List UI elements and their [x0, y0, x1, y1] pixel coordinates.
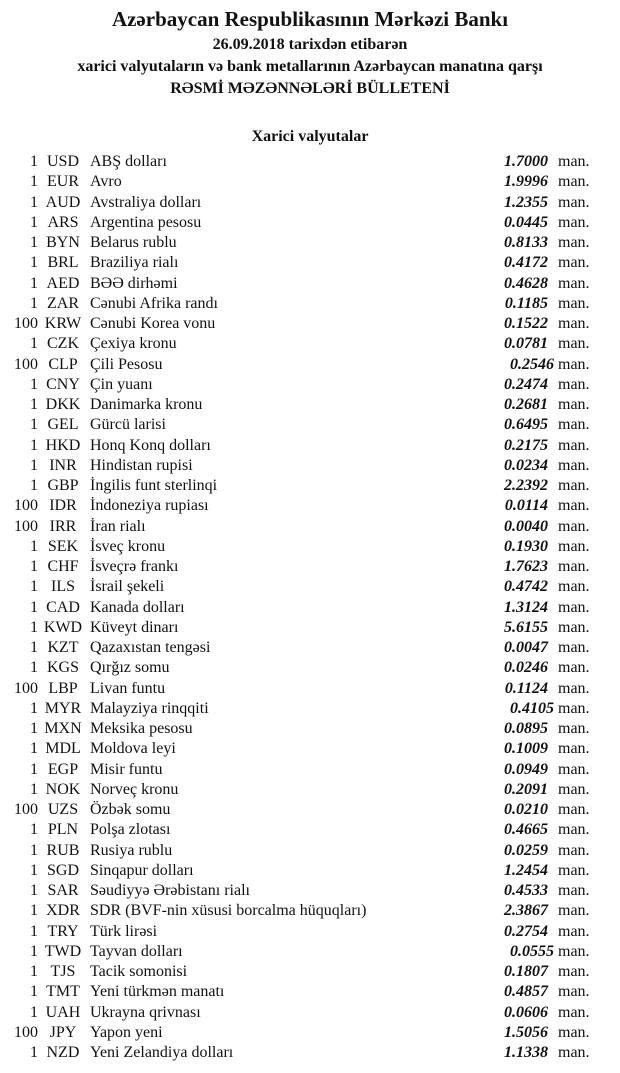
- currency-code: USD: [46, 153, 79, 170]
- quantity: 100: [14, 801, 38, 818]
- currency-name: SDR (BVF-nin xüsusi borcalma hüquqları): [90, 902, 367, 920]
- currency-name: İsrail şekeli: [90, 578, 165, 596]
- unit-label: man.: [558, 963, 590, 980]
- rate-value: 0.0040: [504, 517, 548, 535]
- currency-name: Qazaxıstan tengəsi: [90, 639, 211, 656]
- rate-value: 0.4628: [504, 274, 548, 292]
- currency-code: ZAR: [47, 294, 79, 312]
- bulletin-header: [0, 0, 620, 100]
- quantity: 1: [30, 902, 38, 920]
- currency-code: BRL: [47, 254, 79, 272]
- quantity: 100: [14, 517, 38, 535]
- rate-row: [8, 395, 598, 415]
- rate-row: [8, 193, 598, 213]
- unit-label: man.: [558, 841, 590, 859]
- currency-name: Polşa zlotası: [90, 821, 171, 839]
- unit-label: man.: [558, 558, 590, 575]
- quantity: 1: [30, 537, 38, 555]
- rate-row: [8, 557, 598, 577]
- exchange-rates-table: [0, 152, 620, 1063]
- currency-name: ABŞ dolları: [90, 153, 167, 170]
- currency-code: TMT: [46, 983, 80, 1001]
- currency-name: Çin yuanı: [90, 375, 153, 393]
- quantity: 1: [30, 153, 38, 170]
- rate-value: 0.1124: [504, 679, 548, 697]
- rate-value: 0.4857: [504, 983, 548, 1001]
- quantity: 1: [30, 456, 38, 474]
- quantity: 1: [30, 659, 38, 677]
- unit-label: man.: [558, 618, 590, 636]
- unit-label: man.: [558, 355, 590, 373]
- currency-name: Avro: [90, 173, 122, 191]
- rate-value: 1.3124: [504, 598, 548, 616]
- bulletin-title: RƏSMİ MƏZƏNNƏLƏRİ BÜLLETENİ: [170, 80, 450, 97]
- currency-code: SEK: [47, 537, 79, 555]
- unit-label: man.: [558, 639, 590, 656]
- quantity: 1: [30, 598, 38, 616]
- rate-row: [8, 1003, 598, 1023]
- currency-name: Çexiya kronu: [90, 335, 177, 353]
- currency-code: IDR: [49, 497, 77, 515]
- currency-name: Qırğız somu: [90, 659, 170, 677]
- currency-name: Cənubi Korea vonu: [90, 315, 216, 332]
- effective-date-line: 26.09.2018 tarixdən etibarən: [212, 36, 408, 53]
- currency-code: AUD: [45, 193, 81, 211]
- quantity: 1: [30, 780, 38, 798]
- rate-row: [8, 577, 598, 597]
- currency-name: Norveç kronu: [90, 780, 179, 798]
- rate-row: [8, 436, 598, 456]
- rate-value: 0.0606: [504, 1003, 548, 1021]
- rate-row: [8, 415, 598, 435]
- rate-row: [8, 355, 598, 375]
- quantity: 1: [30, 436, 38, 454]
- unit-label: man.: [558, 801, 590, 818]
- quantity: 1: [30, 740, 38, 758]
- unit-label: man.: [558, 821, 590, 839]
- quantity: 1: [30, 254, 38, 272]
- quantity: 1: [30, 618, 38, 636]
- quantity: 1: [30, 375, 38, 393]
- rate-row: [8, 760, 598, 780]
- unit-label: man.: [558, 396, 590, 413]
- unit-label: man.: [558, 254, 590, 272]
- currency-code: MXN: [44, 720, 82, 737]
- unit-label: man.: [558, 740, 590, 758]
- unit-label: man.: [558, 375, 590, 393]
- unit-label: man.: [558, 294, 590, 312]
- rate-value: 0.2474: [504, 375, 548, 393]
- currency-code: MDL: [45, 740, 81, 758]
- unit-label: man.: [558, 699, 590, 717]
- quantity: 1: [30, 477, 38, 494]
- rate-value: 0.2754: [504, 922, 548, 940]
- currency-name: Kanada dolları: [90, 598, 185, 616]
- unit-label: man.: [558, 983, 590, 1001]
- rate-value: 0.2681: [504, 396, 548, 413]
- quantity: 100: [14, 497, 38, 515]
- rate-value: 0.1185: [504, 294, 548, 312]
- currency-code: CLP: [48, 355, 78, 373]
- rate-row: [8, 496, 598, 516]
- currency-name: Yeni Zelandiya dolları: [90, 1044, 234, 1061]
- rate-row: [8, 618, 598, 638]
- currency-name: Meksika pesosu: [90, 720, 193, 737]
- currency-name: Səudiyyə Ərəbistanı rialı: [90, 882, 250, 899]
- rate-value: 0.0949: [504, 760, 548, 778]
- unit-label: man.: [558, 1023, 590, 1041]
- unit-label: man.: [558, 942, 590, 960]
- rate-row: [8, 1023, 598, 1043]
- quantity: 100: [14, 1023, 38, 1041]
- rate-value: 1.1338: [504, 1044, 548, 1061]
- currency-name: Avstraliya dolları: [90, 193, 202, 211]
- quantity: 1: [30, 1044, 38, 1061]
- rate-value: 0.0555: [510, 942, 554, 960]
- currency-code: SGD: [46, 861, 79, 879]
- rate-row: [8, 861, 598, 881]
- rate-value: 0.0445: [504, 213, 548, 231]
- quantity: 1: [30, 294, 38, 312]
- quantity: 1: [30, 578, 38, 596]
- quantity: 1: [30, 821, 38, 839]
- rate-row: [8, 517, 598, 537]
- rate-row: [8, 152, 598, 172]
- rate-row: [8, 962, 598, 982]
- rate-row: [8, 638, 598, 658]
- quantity: 1: [30, 963, 38, 980]
- rate-row: [8, 841, 598, 861]
- rate-value: 0.0259: [504, 841, 548, 859]
- unit-label: man.: [558, 861, 590, 879]
- rate-value: 2.2392: [504, 477, 548, 494]
- quantity: 1: [30, 639, 38, 656]
- quantity: 1: [30, 193, 38, 211]
- rate-row: [8, 274, 598, 294]
- unit-label: man.: [558, 213, 590, 231]
- currency-code: RUB: [46, 841, 80, 859]
- quantity: 1: [30, 234, 38, 251]
- currency-name: Yeni türkmən manatı: [90, 983, 225, 1001]
- rate-value: 0.1009: [504, 740, 548, 758]
- currency-name: BƏƏ dirhəmi: [90, 274, 178, 292]
- currency-code: ILS: [51, 578, 75, 596]
- unit-label: man.: [558, 578, 590, 596]
- currency-name: Moldova leyi: [90, 740, 176, 758]
- rate-row: [8, 598, 598, 618]
- rate-row: [8, 942, 598, 962]
- unit-label: man.: [558, 902, 590, 920]
- unit-label: man.: [558, 1003, 590, 1021]
- unit-label: man.: [558, 193, 590, 211]
- currency-name: Küveyt dinarı: [90, 618, 179, 636]
- rate-value: 0.4172: [504, 254, 548, 272]
- rate-value: 1.2454: [504, 861, 548, 879]
- quantity: 100: [14, 679, 38, 697]
- currency-code: LBP: [48, 679, 78, 697]
- currency-code: TWD: [44, 942, 82, 960]
- quantity: 1: [30, 699, 38, 717]
- currency-name: Cənubi Afrika randı: [90, 294, 218, 312]
- currency-code: CZK: [47, 335, 79, 353]
- currency-name: Livan funtu: [90, 679, 166, 697]
- unit-label: man.: [558, 477, 590, 494]
- currency-name: İran rialı: [90, 517, 146, 535]
- unit-label: man.: [558, 456, 590, 474]
- bulletin-subtitle: xarici valyutaların və bank metallarının Azərbaycan manatına qarşı: [77, 58, 543, 75]
- currency-code: EGP: [47, 760, 79, 778]
- rate-value: 5.6155: [504, 618, 548, 636]
- currency-code: IRR: [49, 517, 77, 535]
- rate-row: [8, 800, 598, 820]
- currency-name: Braziliya rialı: [90, 254, 179, 272]
- currency-code: PLN: [47, 821, 79, 839]
- rate-value: 0.6495: [504, 416, 548, 434]
- rate-value: 0.0246: [504, 659, 548, 677]
- rate-value: 0.4665: [504, 821, 548, 839]
- rate-value: 0.4742: [504, 578, 548, 596]
- unit-label: man.: [558, 780, 590, 798]
- currency-name: Rusiya rublu: [90, 841, 173, 859]
- unit-label: man.: [558, 882, 590, 899]
- unit-label: man.: [558, 679, 590, 697]
- rate-row: [8, 253, 598, 273]
- currency-name: Malayziya rinqqiti: [90, 699, 209, 717]
- currency-code: TJS: [50, 963, 76, 980]
- currency-code: KZT: [47, 639, 79, 656]
- rate-row: [8, 213, 598, 233]
- currency-code: XDR: [46, 902, 80, 920]
- rate-value: 0.4533: [504, 882, 548, 899]
- rate-row: [8, 456, 598, 476]
- currency-code: UZS: [47, 801, 79, 818]
- rate-row: [8, 334, 598, 354]
- quantity: 100: [14, 315, 38, 332]
- currency-name: Belarus rublu: [90, 234, 177, 251]
- quantity: 1: [30, 558, 38, 575]
- currency-name: Argentina pesosu: [90, 213, 202, 231]
- rate-row: [8, 881, 598, 901]
- rate-row: [8, 658, 598, 678]
- rate-value: 1.5056: [504, 1023, 548, 1041]
- rate-value: 1.7623: [504, 558, 548, 575]
- rate-row: [8, 233, 598, 253]
- unit-label: man.: [558, 436, 590, 454]
- currency-code: INR: [49, 456, 77, 474]
- unit-label: man.: [558, 173, 590, 191]
- currency-name: Gürcü larisi: [90, 416, 166, 434]
- rate-value: 0.0895: [504, 720, 548, 737]
- rate-row: [8, 922, 598, 942]
- rate-row: [8, 1043, 598, 1063]
- quantity: 1: [30, 396, 38, 413]
- rate-value: 0.1807: [504, 963, 548, 980]
- currency-name: Misir funtu: [90, 760, 163, 778]
- rate-row: [8, 901, 598, 921]
- rate-row: [8, 476, 598, 496]
- currency-code: BYN: [46, 234, 80, 251]
- rate-row: [8, 314, 598, 334]
- rate-row: [8, 820, 598, 840]
- rate-row: [8, 780, 598, 800]
- quantity: 1: [30, 760, 38, 778]
- rate-row: [8, 375, 598, 395]
- quantity: 1: [30, 213, 38, 231]
- rate-value: 1.2355: [504, 193, 548, 211]
- currency-code: EUR: [47, 173, 79, 191]
- currency-code: JPY: [49, 1023, 77, 1041]
- rate-value: 1.7000: [504, 153, 548, 170]
- rate-row: [8, 679, 598, 699]
- currency-code: UAH: [45, 1003, 81, 1021]
- quantity: 1: [30, 274, 38, 292]
- currency-name: Sinqapur dolları: [90, 861, 194, 879]
- currency-name: Yapon yeni: [90, 1023, 163, 1041]
- quantity: 1: [30, 841, 38, 859]
- unit-label: man.: [558, 153, 590, 170]
- currency-code: CAD: [46, 598, 80, 616]
- quantity: 1: [30, 335, 38, 353]
- quantity: 1: [30, 882, 38, 899]
- currency-code: KWD: [43, 618, 83, 636]
- unit-label: man.: [558, 416, 590, 434]
- currency-name: Hindistan rupisi: [90, 456, 193, 474]
- currency-name: İndoneziya rupiası: [90, 497, 209, 515]
- unit-label: man.: [558, 598, 590, 616]
- currency-name: İsveçrə frankı: [90, 558, 179, 575]
- rate-row: [8, 294, 598, 314]
- unit-label: man.: [558, 537, 590, 555]
- quantity: 1: [30, 861, 38, 879]
- currency-name: Tayvan dolları: [90, 942, 183, 960]
- unit-label: man.: [558, 720, 590, 737]
- rate-value: 0.4105: [510, 699, 554, 717]
- unit-label: man.: [558, 1044, 590, 1061]
- currency-code: HKD: [45, 436, 81, 454]
- rate-value: 0.1930: [504, 537, 548, 555]
- currency-code: ARS: [47, 213, 79, 231]
- quantity: 1: [30, 1003, 38, 1021]
- currency-name: Danimarka kronu: [90, 396, 203, 413]
- currency-name: Özbək somu: [90, 801, 171, 818]
- rate-value: 0.2175: [504, 436, 548, 454]
- currency-name: Ukrayna qrivnası: [90, 1003, 201, 1021]
- currency-name: İsveç kronu: [90, 537, 166, 555]
- quantity: 1: [30, 173, 38, 191]
- rate-row: [8, 537, 598, 557]
- currency-code: NZD: [46, 1044, 80, 1061]
- unit-label: man.: [558, 760, 590, 778]
- quantity: 1: [30, 942, 38, 960]
- currency-name: Honq Konq dolları: [90, 436, 211, 454]
- rate-row: [8, 719, 598, 739]
- rate-value: 0.2091: [504, 780, 548, 798]
- currency-name: İngilis funt sterlinqi: [90, 477, 218, 494]
- quantity: 1: [30, 720, 38, 737]
- section-title-foreign-currencies: Xarici valyutalar: [251, 128, 369, 145]
- bank-name-title: Azərbaycan Respublikasının Mərkəzi Bankı: [111, 7, 509, 31]
- currency-code: KRW: [44, 315, 82, 332]
- currency-code: NOK: [45, 780, 81, 798]
- currency-code: KGS: [46, 659, 79, 677]
- rate-value: 0.0781: [504, 335, 548, 353]
- currency-code: CNY: [46, 375, 80, 393]
- unit-label: man.: [558, 315, 590, 332]
- rate-value: 1.9996: [504, 173, 548, 191]
- currency-code: TRY: [47, 922, 79, 940]
- currency-name: Tacik somonisi: [90, 963, 188, 980]
- quantity: 100: [14, 355, 38, 373]
- currency-name: Türk lirəsi: [90, 922, 158, 940]
- rate-value: 0.0234: [504, 456, 548, 474]
- unit-label: man.: [558, 234, 590, 251]
- rate-value: 0.1522: [504, 315, 548, 332]
- unit-label: man.: [558, 335, 590, 353]
- quantity: 1: [30, 922, 38, 940]
- rate-value: 0.8133: [504, 234, 548, 251]
- unit-label: man.: [558, 922, 590, 940]
- rate-value: 0.2546: [510, 355, 554, 373]
- currency-code: DKK: [45, 396, 81, 413]
- currency-code: AED: [46, 274, 80, 292]
- quantity: 1: [30, 983, 38, 1001]
- rate-row: [8, 982, 598, 1002]
- rate-row: [8, 172, 598, 192]
- rate-row: [8, 739, 598, 759]
- currency-code: CHF: [47, 558, 79, 575]
- unit-label: man.: [558, 659, 590, 677]
- currency-code: GEL: [47, 416, 79, 434]
- rate-value: 0.0114: [504, 497, 548, 515]
- currency-code: MYR: [44, 699, 82, 717]
- rate-value: 0.0047: [504, 639, 548, 656]
- quantity: 1: [30, 416, 38, 434]
- currency-name: Çili Pesosu: [90, 355, 163, 373]
- rate-value: 0.0210: [504, 801, 548, 818]
- rate-row: [8, 699, 598, 719]
- unit-label: man.: [558, 497, 590, 515]
- unit-label: man.: [558, 274, 590, 292]
- currency-code: SAR: [47, 882, 79, 899]
- unit-label: man.: [558, 517, 590, 535]
- currency-code: GBP: [47, 477, 79, 494]
- rate-value: 2.3867: [504, 902, 548, 920]
